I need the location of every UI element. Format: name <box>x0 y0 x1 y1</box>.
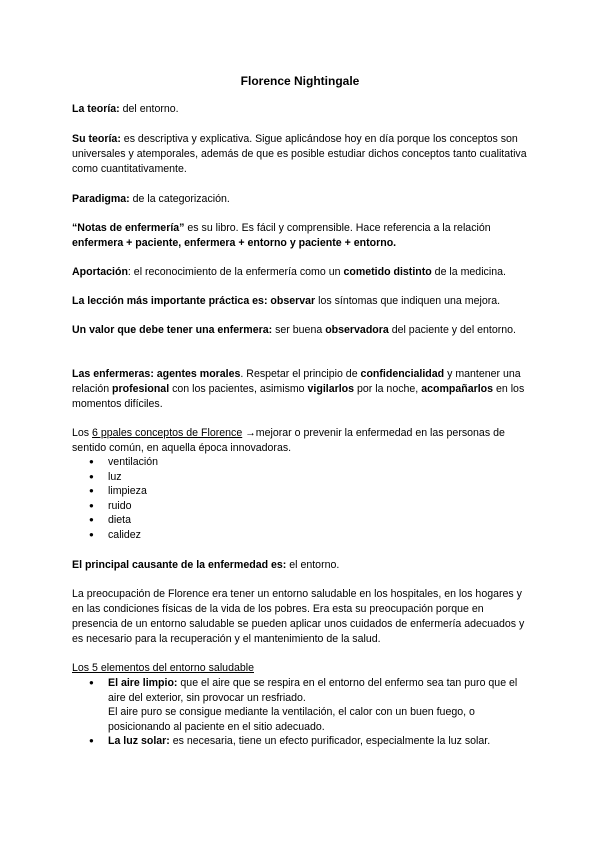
valor-paragraph <box>72 323 532 338</box>
causante-label: El principal causante de la enfermedad es: <box>72 559 287 571</box>
notas-text: es su libro. Es fácil y comprensible. Hace referencia a la relación <box>184 222 491 234</box>
paradigma-paragraph <box>72 192 532 207</box>
aportacion-text-end: de la medicina. <box>431 266 506 278</box>
enfermeras-bold-1: confidencialidad <box>360 368 445 380</box>
list-item: ● limpieza <box>72 484 158 499</box>
su-teoria-paragraph <box>72 132 532 177</box>
leccion-label: La lección más importante práctica es: observar <box>72 295 316 307</box>
su-teoria-text: es descriptiva y explicativa. Sigue aplicándose hoy en día porque los conceptos son universales y atemporales, además de que es posible estudiar dichos conceptos tanto cualitativa como cuantitativamente. <box>72 133 527 175</box>
list-item <box>72 734 532 749</box>
leccion-text: los síntomas que indiquen una mejora. <box>315 295 501 307</box>
causante-text: el entorno. <box>286 559 340 571</box>
notas-bold: enfermera + paciente, enfermera + entorno y paciente + entorno. <box>72 237 397 249</box>
notas-label: “Notas de enfermería” <box>72 222 185 234</box>
elemento-text: que el aire que se respira en el entorno del enfermo sea tan puro que el aire del exterior, sin provocar un resfriado. <box>108 677 518 704</box>
list-item: ● dieta <box>72 513 158 528</box>
teoria-paragraph <box>72 102 532 117</box>
enfermeras-text-3: con los pacientes, asimismo <box>169 383 308 395</box>
conceptos-list <box>72 455 158 543</box>
enfermeras-paragraph <box>72 367 532 412</box>
enfermeras-text-2: y mantener una relación <box>72 368 521 395</box>
list-item: ● calidez <box>72 528 158 543</box>
list-item <box>72 676 532 734</box>
elemento-label: El aire limpio: <box>108 677 178 689</box>
elementos-list <box>72 676 532 749</box>
enfermeras-bold-3: vigilarlos <box>307 383 355 395</box>
enfermeras-bold-2: profesional <box>112 383 170 395</box>
elemento-text: es necesaria, tiene un efecto purificador, especialmente la luz solar. <box>169 735 491 748</box>
aportacion-paragraph <box>72 265 532 280</box>
elemento-extra: El aire puro se consigue mediante la ventilación, el calor con un buen fuego, o posicionando al paciente en el sitio adecuado. <box>108 706 475 733</box>
causante-paragraph <box>72 558 532 573</box>
aportacion-label: Aportación <box>72 266 128 278</box>
enfermeras-text-1: . Respetar el principio de <box>240 368 361 380</box>
valor-label: Un valor que debe tener una enfermera: <box>72 324 273 336</box>
valor-text-end: del paciente y del entorno. <box>388 324 516 336</box>
document-title: Florence Nightingale <box>240 74 360 88</box>
elementos-heading: Los 5 elementos del entorno saludable <box>72 662 254 674</box>
notas-paragraph <box>72 221 532 251</box>
enfermeras-text-5: en los momentos difíciles. <box>72 383 525 410</box>
list-item: ● luz <box>72 470 158 485</box>
aportacion-text: : el reconocimiento de la enfermería como un <box>127 266 344 278</box>
conceptos-link: 6 ppales conceptos de Florence <box>92 427 243 439</box>
conceptos-pre: Los <box>72 427 93 439</box>
teoria-label: La teoría: <box>72 103 120 115</box>
enfermeras-label: Las enfermeras: agentes morales <box>72 368 241 380</box>
leccion-paragraph <box>72 294 532 309</box>
aportacion-bold: cometido distinto <box>343 266 432 278</box>
conceptos-text: →mejorar o prevenir la enfermedad en las personas de sentido común, en aquella época innovadoras. <box>72 427 505 454</box>
su-teoria-label: Su teoría: <box>72 133 121 145</box>
valor-bold: observadora <box>325 324 389 336</box>
valor-text: ser buena <box>272 324 326 336</box>
paradigma-text: de la categorización. <box>129 193 230 205</box>
conceptos-paragraph <box>72 426 532 456</box>
enfermeras-text-4: por la noche, <box>354 383 422 395</box>
teoria-text: del entorno. <box>119 103 179 115</box>
elemento-label: La luz solar: <box>108 735 170 748</box>
preocupacion-paragraph: La preocupación de Florence era tener un entorno saludable en los hospitales, en los hogares y en las condiciones físicas de la vida de los pobres. Era esta su preocupación porque en presencia de un entorno saludable se pueden aplicar unos cuidados de enfermería adecuados y es necesario para la recuperación y el mantenimiento de la salud. <box>72 588 525 645</box>
list-item: ● ruido <box>72 499 158 514</box>
paradigma-label: Paradigma: <box>72 193 130 205</box>
list-item: ● ventilación <box>72 455 158 470</box>
enfermeras-bold-4: acompañarlos <box>421 383 494 395</box>
